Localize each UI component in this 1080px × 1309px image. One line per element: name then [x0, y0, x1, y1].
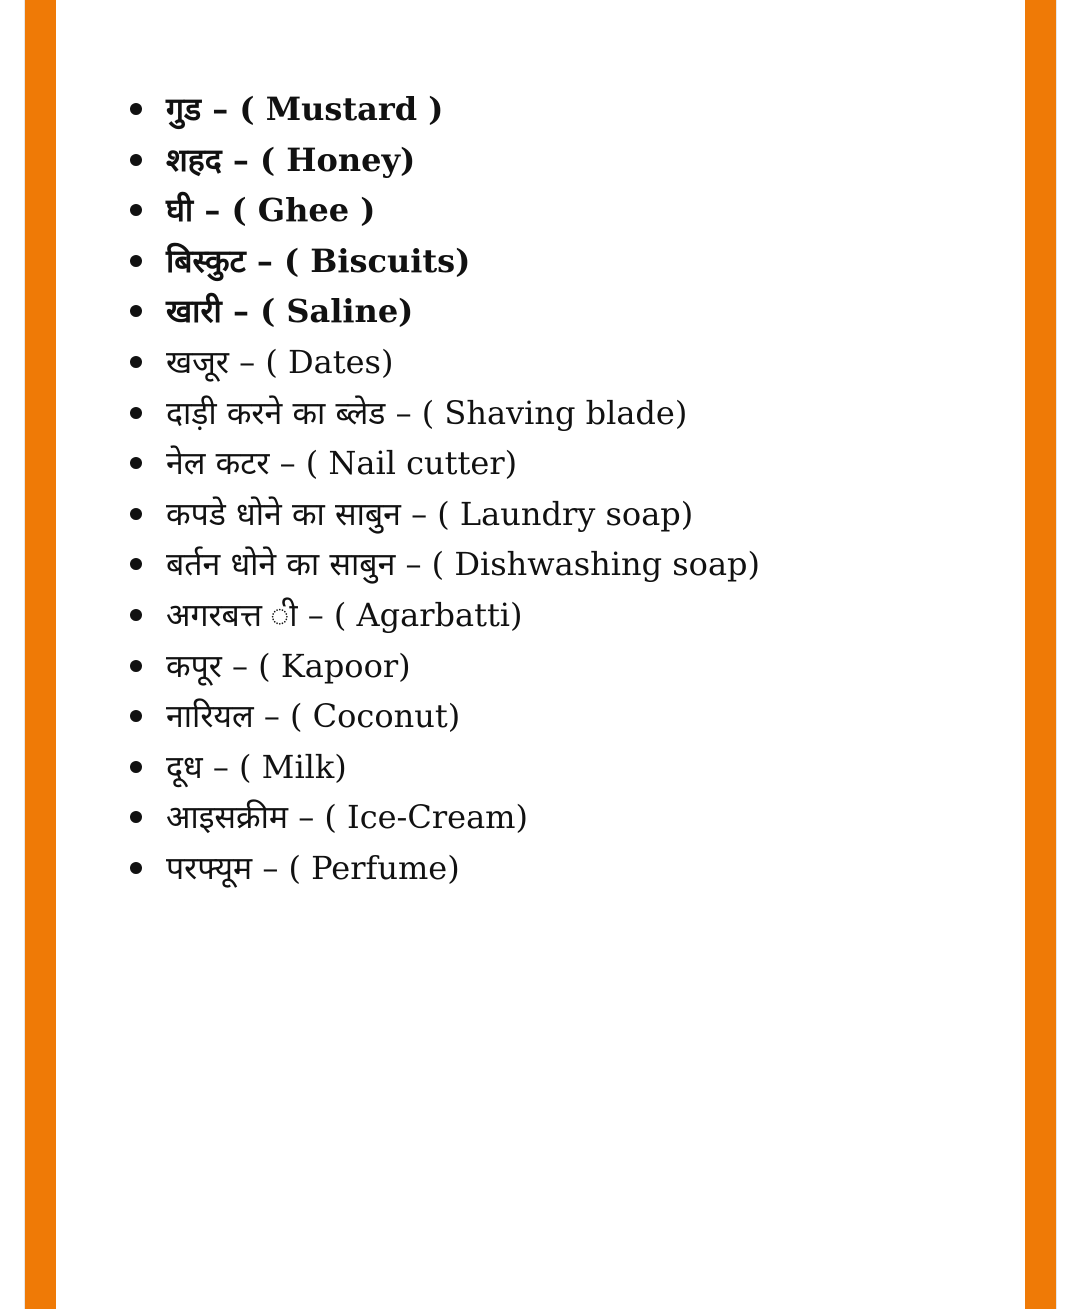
list-item-text: बिस्कुट – ( Biscuits)	[166, 241, 471, 280]
bullet-icon	[130, 204, 142, 216]
list-item-text: नेल कटर – ( Nail cutter)	[166, 444, 518, 483]
list-item-text: आइसक्रीम – ( Ice-Cream)	[166, 798, 528, 837]
list-item	[128, 135, 1008, 186]
list-item-text: नारियल – ( Coconut)	[166, 697, 461, 736]
bullet-icon	[130, 609, 142, 621]
bullet-icon	[130, 761, 142, 773]
list-item	[128, 792, 1008, 843]
bullet-icon	[130, 862, 142, 874]
list-item-text: शहद – ( Honey)	[166, 140, 416, 179]
right-orange-border	[1025, 0, 1056, 1309]
list-item-text: परफ्यूम – ( Perfume)	[166, 848, 460, 887]
list-item	[128, 641, 1008, 692]
list-item	[128, 286, 1008, 337]
bullet-icon	[130, 660, 142, 672]
bullet-icon	[130, 710, 142, 722]
bullet-icon	[130, 811, 142, 823]
list-item	[128, 590, 1008, 641]
list-item	[128, 236, 1008, 287]
list-item-text: कपडे धोने का साबुन – ( Laundry soap)	[166, 494, 694, 533]
bullet-icon	[130, 255, 142, 267]
list-item	[128, 539, 1008, 590]
list-item	[128, 84, 1008, 135]
list-item-text: बर्तन धोने का साबुन – ( Dishwashing soap)	[166, 545, 760, 584]
list-item	[128, 185, 1008, 236]
list-item-text: खजूर – ( Dates)	[166, 342, 394, 381]
list-item-text: खारी – ( Saline)	[166, 292, 414, 331]
item-list	[128, 84, 1008, 894]
list-item-text: कपूर – ( Kapoor)	[166, 646, 411, 685]
list-item	[128, 691, 1008, 742]
list-item	[128, 489, 1008, 540]
bullet-icon	[130, 356, 142, 368]
frame-edge-left	[0, 0, 25, 1309]
bullet-icon	[130, 508, 142, 520]
list-item	[128, 843, 1008, 894]
list-item-text: दाड़ी करने का ब्लेड – ( Shaving blade)	[166, 393, 688, 432]
bullet-icon	[130, 457, 142, 469]
list-item	[128, 388, 1008, 439]
list-item	[128, 337, 1008, 388]
bullet-icon	[130, 154, 142, 166]
list-item-text: गुड – ( Mustard )	[166, 90, 444, 128]
bullet-icon	[130, 103, 142, 115]
list-item	[128, 742, 1008, 793]
frame-edge-right	[1056, 0, 1080, 1309]
left-orange-border	[25, 0, 56, 1309]
document-page	[56, 0, 1025, 1309]
list-item	[128, 438, 1008, 489]
bullet-icon	[130, 305, 142, 317]
list-item-text: दूध – ( Milk)	[166, 747, 347, 786]
bullet-icon	[130, 558, 142, 570]
bullet-icon	[130, 407, 142, 419]
list-item-text: घी – ( Ghee )	[166, 191, 376, 230]
list-item-text: अगरबत्त ी – ( Agarbatti)	[166, 595, 523, 634]
